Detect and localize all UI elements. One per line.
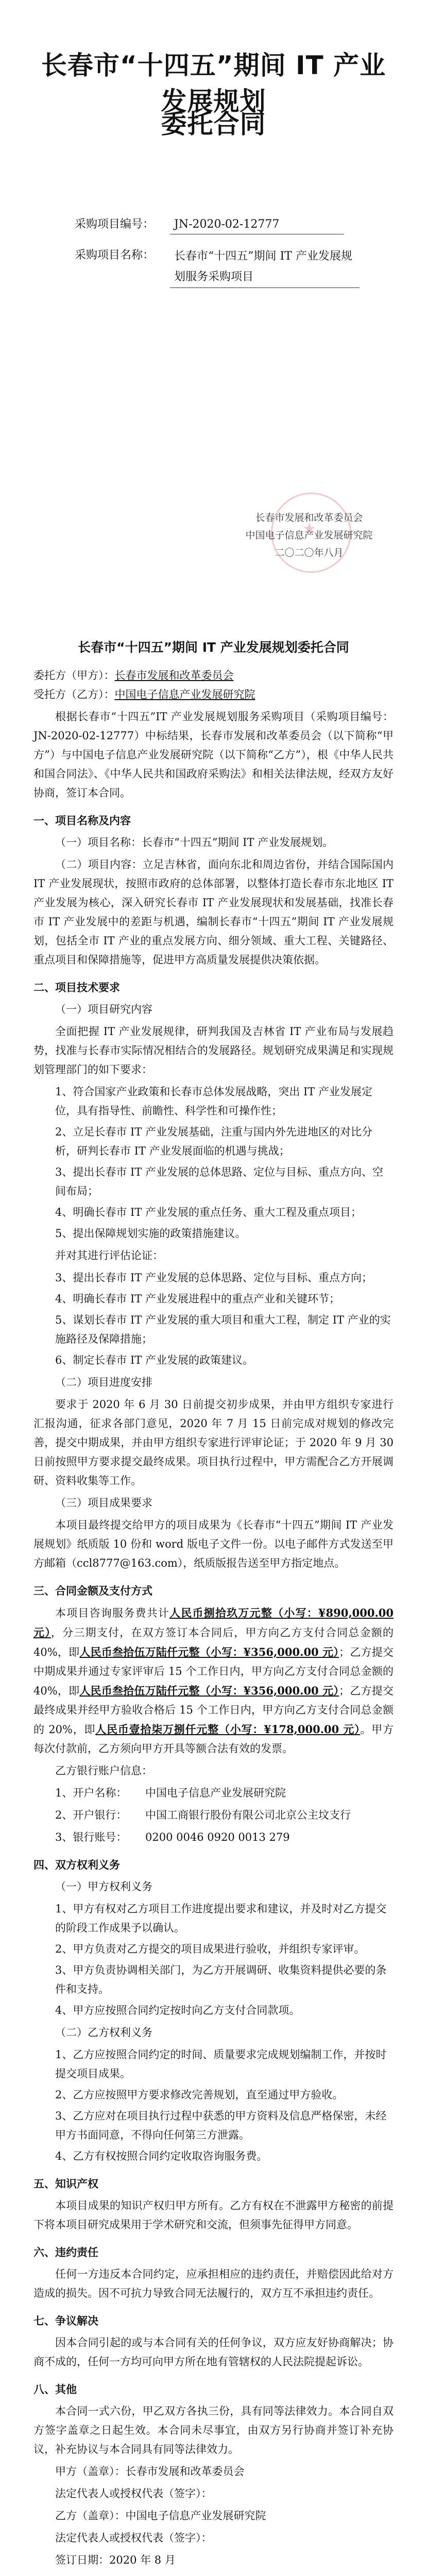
section-2-sub-1: （一）项目研究内容 bbox=[55, 1003, 152, 1015]
cover-title-line1: 长春市“十四五”期间 IT 产业发展规划 bbox=[41, 50, 386, 116]
section-2-heading: 二、项目技术要求 bbox=[33, 981, 120, 994]
cover-title-line2: 委托合同 bbox=[161, 109, 266, 139]
signature-representative: 法定代表人或授权代表（签字）： bbox=[55, 2532, 212, 2544]
section-8-text: 本合同一式六份，甲乙双方各执三份，具有同等法律效力。本合同自双方签字盖章之日起生效。本合同未尽事宜，由双方另行协商并签订补充协议，补充协议与本合同具有同等法律效力。 bbox=[33, 2405, 394, 2455]
party-a-label: 委托方（甲方）： bbox=[33, 669, 115, 682]
list-item: 4、乙方有权按照合同约定收取咨询服务费。 bbox=[55, 2150, 268, 2162]
list-item: 5、提出保障规划实施的政策措施建议。 bbox=[55, 1227, 246, 1240]
list-item: 2、甲方负责对乙方提交的项目成果进行验收，并组织专家评审。 bbox=[55, 1943, 365, 1955]
section-1-item-1: （一）项目名称：长春市“十四五”期间 IT 产业发展规划。 bbox=[55, 836, 334, 849]
bank-name-key: 2、开户银行： bbox=[55, 1809, 127, 1821]
section-2-requirement: 并对其进行评估论证： bbox=[55, 1249, 163, 1262]
list-item: 5、谋划长春市 IT 产业发展的重大项目和重大工程，制定 IT 产业的实施路径及保障措施； bbox=[55, 1314, 391, 1345]
issue-date: 二〇二〇年八月 bbox=[275, 547, 344, 558]
list-item: 3、甲方负责协调相关部门，为乙方开展调研、收集资料提供必要的条件和支持。 bbox=[55, 1964, 387, 1995]
bank-name-value: 中国工商银行股份有限公司北京公主坟支行 bbox=[145, 1809, 351, 1821]
section-2-sub-3: （三）项目成果要求 bbox=[55, 1497, 152, 1509]
third-payment: 人民币壹拾柒万捌仟元整（小写：¥178,000.00 元） bbox=[95, 1723, 361, 1736]
party-b-label: 受托方（乙方）： bbox=[33, 688, 115, 701]
total-amount: 人民币捌拾玖万元整（小写：¥890,000.00 元） bbox=[33, 1606, 394, 1639]
party-b-name: 中国电子信息产业发展研究院 bbox=[114, 688, 255, 701]
section-2-sub-1-text: 全面把握 IT 产业发展规律，研判我国及吉林省 IT 产业布局与发展趋势，找准与长春市实际情况相结合的发展路径。规划研究成果满足和实现规划管理部门的如下要求： bbox=[33, 1025, 394, 1076]
first-payment: 人民币叁拾伍万陆仟元整（小写：¥356,000.00 元） bbox=[79, 1646, 339, 1658]
list-item: 3、乙方应对在项目执行过程中获悉的甲方资料及信息严格保密，未经甲方书面同意，不得向任何第三方泄露。 bbox=[55, 2110, 387, 2141]
bank-account-number-value: 0200 0046 0920 0013 279 bbox=[145, 1831, 290, 1843]
section-7-heading: 七、争议解决 bbox=[33, 2314, 98, 2327]
payment-terms bbox=[33, 1603, 394, 1758]
contract-intro: 根据长春市“十四五”IT 产业发展规划服务采购项目（采购项目编号：JN-2020-02-12777）中标结果，长春市发展和改革委员会（以下简称“甲方”）与中国电子信息产业发展研究院（以下简称“乙方”），根《中华人民共和国合同法》、《中华人民共和国政府采购法》和相关法律法规，经双方友好协商，签订本合同。 bbox=[33, 710, 394, 799]
payment-text-4: ；乙方提交最终成果并经甲方验收合格后 15 个工作日内，甲方向乙方支付合同总金额的 20%，即 bbox=[33, 1685, 394, 1736]
list-item: 3、提出长春市 IT 产业发展的总体思路、定位与目标、重点方向； bbox=[55, 1272, 373, 1284]
bank-account-name bbox=[33, 1784, 394, 1803]
contract-body bbox=[33, 636, 394, 2573]
party-b-line bbox=[33, 685, 394, 704]
signature-party-b: 乙方（盖章）：中国电子信息产业发展研究院 bbox=[55, 2510, 266, 2522]
list-item: 3、提出长春市 IT 产业发展的总体思路、定位与目标、重点方向、空间布局； bbox=[55, 1166, 384, 1197]
section-2-sub-2: （二）项目进度安排 bbox=[55, 1376, 152, 1388]
project-code-row bbox=[75, 215, 363, 234]
bank-account-number bbox=[33, 1828, 394, 1847]
bank-account-name-key: 1、开户名称： bbox=[55, 1787, 127, 1799]
section-5-text: 本项目成果的知识产权归甲方所有。乙方有权在不泄露甲方秘密的前提下将本项目研究成果用于学术研究和交流，但须事先征得甲方同意。 bbox=[33, 2199, 394, 2231]
payment-text-3: ；乙方提交中期成果并通过专家评审后 15 个工作日内，甲方向乙方支付合同总金额的 40%，即 bbox=[33, 1646, 394, 1697]
section-8-heading: 八、其他 bbox=[33, 2383, 77, 2396]
project-code-label: 采购项目编号： bbox=[75, 218, 155, 231]
payment-text-5: 。甲方每次付款前，乙方须向甲方开具等额合法有效的发票。 bbox=[33, 1723, 394, 1755]
list-item: 4、明确长春市 IT 产业发展进程中的重点产业和关键环节； bbox=[55, 1293, 340, 1305]
project-code-value: JN-2020-02-12777 bbox=[170, 215, 344, 234]
bank-info-label: 乙方银行账户信息： bbox=[55, 1765, 152, 1777]
list-item: 4、甲方应按照合同约定按时向乙方支付合同款项。 bbox=[55, 2004, 300, 2016]
list-item: 2、立足长春市 IT 产业发展基础，注重与国内外先进地区的对比分析，研判长春市 IT 产业发展面临的机遇与挑战； bbox=[55, 1126, 373, 1157]
section-2-sub-2-text: 要求于 2020 年 6 月 30 日前提交初步成果，并由甲方组织专家进行汇报沟通，征求各部门意见，2020 年 7 月 15 日前完成对规划的修改完善，提交中期成果，并由甲方组织专家进行评审论证；于 2020 年 9 月 30 日前按照甲方要求提交最终成果。项目执行过程中，甲方需配合乙方开展调研、资料收集等工作。 bbox=[33, 1398, 394, 1487]
section-6-text: 任何一方违反本合同约定，应承担相应的违约责任，并赔偿因此给对方造成的损失。因不可抗力导致合同无法履行的，双方互不承担违约责任。 bbox=[33, 2268, 394, 2299]
section-4-heading: 四、双方权利义务 bbox=[33, 1858, 120, 1871]
second-payment: 人民币叁拾伍万陆仟元整（小写：¥356,000.00 元） bbox=[79, 1684, 339, 1697]
section-5-heading: 五、知识产权 bbox=[33, 2177, 98, 2190]
signature-party-a: 甲方（盖章）：长春市发展和改革委员会 bbox=[55, 2465, 245, 2478]
contract-title: 长春市“十四五”期间 IT 产业发展规划委托合同 bbox=[78, 640, 349, 655]
section-1-item-2: （二）项目内容：立足吉林省，面向东北和周边省份，并结合国际国内 IT 产业发展现状，按照市政府的总体部署，以整体打造长春市东北地区 IT 产业发展为核心，深入研究长春市 IT 产业发展现状和发展基础，找准长春市 IT 产业发展中的差距与机遇，编制长春市“十四五”期间 IT 产业发展规划，包括全市 IT 产业的重点发展方向、细分领域、重大工程、关键路径、重点项目和保障措施等，促进甲方高质量发展提供决策依据。 bbox=[33, 858, 394, 966]
list-item: 2、乙方应按照甲方要求修改完善规划，直至通过甲方验收。 bbox=[55, 2089, 344, 2101]
project-name-label: 采购项目名称： bbox=[75, 249, 155, 262]
list-item: 1、符合国家产业政策和长春市总体发展战略，突出 IT 产业发展定位，具有指导性、前瞻性、科学性和可操作性； bbox=[55, 1086, 373, 1117]
project-name-row bbox=[75, 246, 363, 288]
section-2-sub-3-text: 本项目最终提交给甲方的项目成果为《长春市“十四五”期间 IT 产业发展规划》纸质版 10 份和 word 版电子文件一份。以电子邮件方式发送至甲方邮箱（ccl8777@163.com），纸质版报告送至甲方指定地点。 bbox=[33, 1519, 394, 1569]
party-a-line bbox=[33, 666, 394, 685]
section-1-heading: 一、项目名称及内容 bbox=[33, 814, 131, 827]
section-3-heading: 三、合同金额及支付方式 bbox=[33, 1584, 152, 1597]
list-item: 6、制定长春市 IT 产业发展的政策建议。 bbox=[55, 1354, 254, 1366]
issuer-party-a: 长春市发展和改革委员会 bbox=[255, 512, 363, 523]
issuer-party-b: 中国电子信息产业发展研究院 bbox=[245, 530, 373, 541]
party-a-duties-heading: （一）甲方权利义务 bbox=[55, 1880, 152, 1893]
bank-name bbox=[33, 1806, 394, 1825]
project-name-value: 长春市“十四五”期间 IT 产业发展规划服务采购项目 bbox=[170, 246, 360, 288]
section-6-heading: 六、违约责任 bbox=[33, 2246, 98, 2259]
section-7-text: 因本合同引起的或与本合同有关的任何争议，双方应友好协商解决；协商不成的，任何一方均可向甲方所在地有管辖权的人民法院提起诉讼。 bbox=[33, 2336, 394, 2368]
payment-text-2: ，分三期支付，在双方签订本合同后，甲方向乙方支付合同总金额的 40%，即 bbox=[33, 1626, 394, 1658]
signature-representative: 法定代表人或授权代表（签字）： bbox=[55, 2487, 212, 2500]
bank-account-name-value: 中国电子信息产业发展研究院 bbox=[145, 1787, 286, 1799]
list-item: 1、甲方有权对乙方项目工作进度提出要求和建议，并及时对乙方提交的阶段工作成果予以确认。 bbox=[55, 1903, 387, 1934]
signing-date: 签订日期：2020 年 8 月 bbox=[55, 2554, 176, 2566]
list-item: 4、明确长春市 IT 产业发展的重点任务、重大工程及重点项目； bbox=[55, 1206, 362, 1218]
payment-text-1: 本项目咨询服务费共计 bbox=[55, 1607, 170, 1619]
list-item: 1、乙方应按照合同约定的时间、质量要求完成规划编制工作，并按时提交项目成果。 bbox=[55, 2048, 387, 2080]
party-a-name: 长春市发展和改革委员会 bbox=[114, 669, 234, 682]
bank-account-number-key: 3、银行账号： bbox=[55, 1831, 127, 1843]
party-b-duties-heading: （二）乙方权利义务 bbox=[55, 2026, 152, 2039]
